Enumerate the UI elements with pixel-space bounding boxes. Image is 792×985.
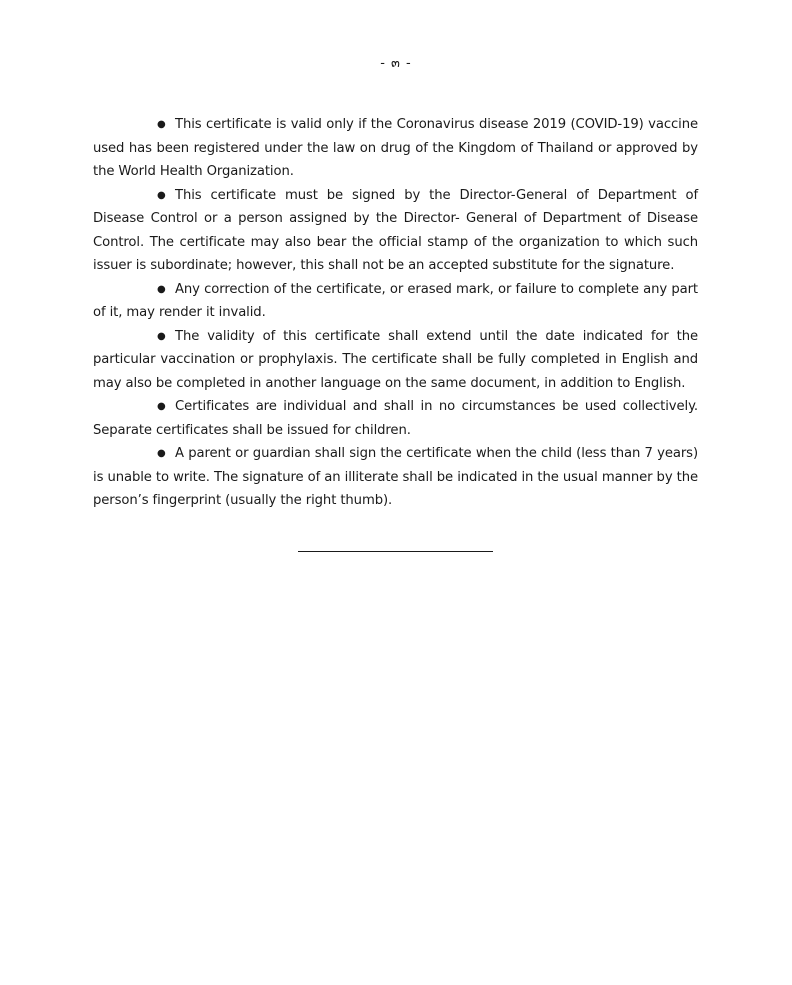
- note-text: A parent or guardian shall sign the certificate when the child (less than 7 years) is unable to write. The signature of an illiterate shall be indicated in the usual manner by the person’s fingerprint (usually the right thumb).: [93, 446, 698, 508]
- bullet-icon: ●: [157, 119, 166, 130]
- bullet-icon: ●: [157, 283, 166, 295]
- note-paragraph: [93, 395, 698, 442]
- note-paragraph: [93, 184, 698, 278]
- certificate-notes: [93, 113, 698, 513]
- note-text: This certificate must be signed by the Director-General of Department of Disease Control or a person assigned by the Director- General of Department of Disease Control. The certificate may also bear the official stamp of the organization to which such issuer is subordinate; however, this shall not be an accepted substitute for the signature.: [93, 187, 698, 273]
- note-paragraph: [93, 442, 698, 513]
- note-paragraph: [93, 278, 698, 325]
- note-text: Certificates are individual and shall in no circumstances be used collectively. Separate certificates shall be issued for children.: [93, 399, 698, 438]
- note-paragraph: [93, 325, 698, 396]
- end-divider: [298, 551, 493, 552]
- page-number: - ๓ -: [380, 56, 412, 71]
- bullet-icon: ●: [157, 401, 166, 412]
- note-paragraph: [93, 113, 698, 184]
- note-text: Any correction of the certificate, or erased mark, or failure to complete any part of it, may render it invalid.: [93, 281, 698, 320]
- bullet-icon: ●: [157, 448, 166, 459]
- bullet-icon: ●: [157, 189, 166, 201]
- bullet-icon: ●: [157, 330, 166, 342]
- note-text: The validity of this certificate shall extend until the date indicated for the particular vaccination or prophylaxis. The certificate shall be fully completed in English and may also be completed in another language on the same document, in addition to English.: [93, 328, 698, 391]
- note-text: This certificate is valid only if the Coronavirus disease 2019 (COVID-19) vaccine used has been registered under the law on drug of the Kingdom of Thailand or approved by the World Health Organization.: [93, 117, 698, 179]
